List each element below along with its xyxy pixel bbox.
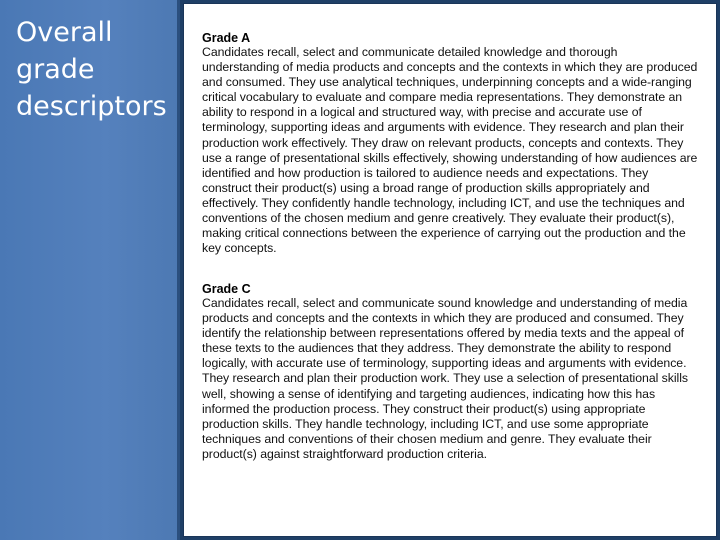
grade-a-section [202,31,698,256]
descriptor-content-box [183,3,717,537]
grade-c-descriptor: Candidates recall, select and communicate sound knowledge and understanding of media products and concepts and the contexts in which they are produced and consumed. They identify the relationship between representations offered by media texts and the appeal of these texts to the audiences that they address. They demonstrate the ability to respond logically, with accurate use of terminology, supporting ideas and arguments with evidence. They research and plan their production work. They use a selection of presentational skills well, showing a sense of identifying and targeting audiences, indicating how this has informed the production process. They construct their product(s) using appropriate production skills. They handle technology, including ICT, and use some appropriate techniques and conventions of their chosen medium and genre. They evaluate their product(s) against straightforward production criteria. [202,296,688,461]
title-panel [0,0,180,540]
grade-a-heading: Grade A [202,31,251,45]
slide-title: Overall grade descriptors [16,17,167,122]
grade-c-heading: Grade C [202,282,251,296]
grade-c-section [202,282,698,462]
grade-a-descriptor: Candidates recall, select and communicate detailed knowledge and thorough understanding of media products and concepts and the contexts in which they are produced and consumed. They use analytical techniques, underpinning concepts and a wide-ranging critical vocabulary to evaluate and compare media representations. They demonstrate an ability to respond in a logical and structured way, with precise and accurate use of terminology, supporting ideas and arguments with evidence. They research and plan their production work effectively. They draw on relevant products, concepts and contexts. They use a range of presentational skills effectively, showing understanding of how audiences are identified and how production is tailored to audience needs and expectations. They construct their product(s) using a broad range of production skills appropriately and effectively. They confidently handle technology, including ICT, and use the techniques and conventions of the chosen medium and genre creatively. They evaluate their product(s), making critical connections between the experience of carrying out the production and the key concepts. [202,45,698,256]
